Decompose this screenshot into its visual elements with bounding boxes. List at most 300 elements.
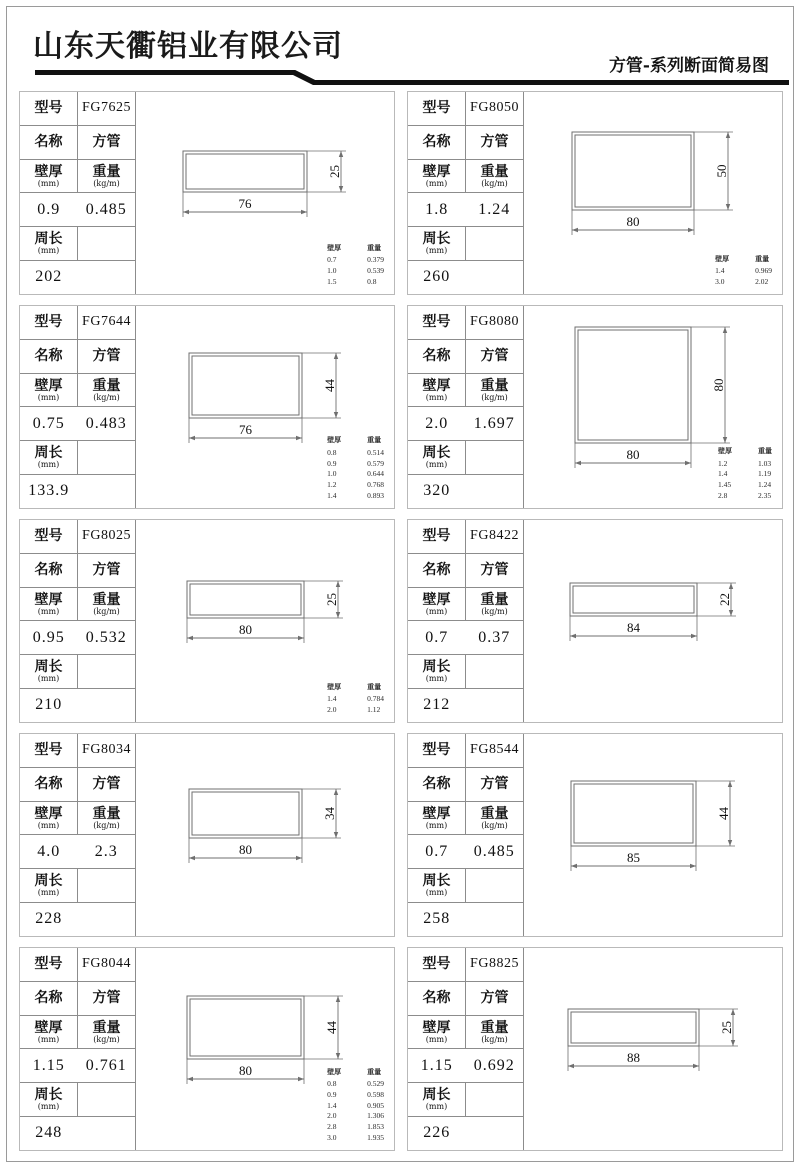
weight-label: 重量 (kg/m) <box>92 377 121 402</box>
name-value: 方管 <box>92 561 121 578</box>
spec-row-model <box>408 948 523 982</box>
spec-row-model <box>20 92 135 126</box>
thickness-label: 壁厚 (mm) <box>408 802 466 835</box>
thickness-label: 壁厚 (mm) <box>408 374 466 407</box>
weight-value: 0.37 <box>478 628 511 646</box>
spec-row-perimeter-value <box>20 903 135 936</box>
perimeter-value: 212 <box>423 696 451 714</box>
perimeter-header-blank <box>466 869 523 902</box>
spec-row-perimeter-header <box>20 869 135 903</box>
cross-section-drawing <box>524 948 770 1150</box>
spec-row-values <box>20 407 135 441</box>
extra-thickness-value: 0.9 <box>327 458 337 468</box>
section-height-label: 25 <box>326 165 342 178</box>
extra-row <box>327 1133 384 1144</box>
spec-table <box>408 92 524 294</box>
perimeter-header-blank <box>78 655 135 688</box>
spec-row-model <box>20 734 135 768</box>
spec-row-name <box>20 340 135 374</box>
extra-row <box>718 491 772 502</box>
thickness-value: 0.7 <box>425 628 449 646</box>
spec-row-name <box>408 768 523 802</box>
spec-row-perimeter-header <box>408 655 523 689</box>
extra-weight-value: 2.02 <box>755 277 769 287</box>
thickness-label: 壁厚 (mm) <box>20 160 78 193</box>
extra-row <box>327 1122 384 1133</box>
perimeter-header-blank <box>466 227 523 260</box>
extra-thickness-value: 1.2 <box>327 480 337 490</box>
extra-weight-value: 1.935 <box>367 1133 384 1143</box>
extra-row <box>327 469 384 480</box>
spec-row-perimeter-value <box>20 261 135 294</box>
profile-card <box>407 91 783 295</box>
model-label: 型号 <box>20 92 78 125</box>
weight-label: 重量 (kg/m) <box>92 805 121 830</box>
extra-weight-value: 0.905 <box>367 1100 384 1110</box>
profile-card <box>19 91 395 295</box>
profile-card <box>407 305 783 509</box>
extra-thickness-value: 3.0 <box>327 1133 337 1143</box>
extra-thickness-value: 3.0 <box>715 277 725 287</box>
name-value: 方管 <box>92 775 121 792</box>
extra-thickness-header: 壁厚 <box>327 435 342 445</box>
name-value: 方管 <box>92 133 121 150</box>
extra-spec-table <box>718 446 772 502</box>
extra-weight-value: 0.969 <box>755 266 772 276</box>
spec-row-name <box>20 982 135 1016</box>
section-width-label: 80 <box>239 1063 252 1078</box>
drawing-area <box>136 734 394 936</box>
spec-row-headers <box>408 1016 523 1050</box>
model-value: FG8034 <box>82 742 131 758</box>
name-value: 方管 <box>92 989 121 1006</box>
header-divider-bar <box>7 63 795 85</box>
extra-row <box>327 1090 384 1101</box>
extra-spec-table <box>715 254 772 288</box>
thickness-label: 壁厚 (mm) <box>408 1016 466 1049</box>
perimeter-value-blank <box>466 1117 524 1150</box>
name-value: 方管 <box>480 133 509 150</box>
extra-weight-header: 重量 <box>755 254 770 264</box>
extra-thickness-value: 1.4 <box>718 469 728 479</box>
extra-thickness-value: 2.8 <box>718 491 728 501</box>
perimeter-label: 周长 (mm) <box>20 227 78 260</box>
section-width-label: 80 <box>239 622 252 637</box>
extra-spec-table <box>327 682 384 716</box>
extra-weight-value: 1.24 <box>758 480 772 490</box>
spec-row-values <box>408 835 523 869</box>
spec-table <box>20 92 136 294</box>
extra-weight-value: 0.539 <box>367 266 384 276</box>
extra-thickness-value: 1.4 <box>327 491 337 501</box>
weight-label: 重量 (kg/m) <box>480 805 509 830</box>
extra-row <box>327 266 384 277</box>
thickness-value: 0.9 <box>37 200 61 218</box>
extra-row <box>715 277 772 288</box>
section-width-label: 80 <box>239 842 252 857</box>
perimeter-header-blank <box>466 655 523 688</box>
extra-row <box>327 491 384 502</box>
perimeter-value: 226 <box>423 1124 451 1142</box>
section-height-label: 25 <box>323 593 339 606</box>
perimeter-value-blank <box>78 689 136 722</box>
perimeter-value-blank <box>466 475 524 508</box>
name-label: 名称 <box>20 554 78 587</box>
spec-row-headers <box>20 588 135 622</box>
extra-thickness-value: 0.8 <box>327 447 337 457</box>
name-label: 名称 <box>408 554 466 587</box>
cross-section-drawing <box>524 734 770 936</box>
extra-thickness-value: 1.4 <box>327 694 337 704</box>
extra-weight-value: 0.8 <box>367 277 377 287</box>
extra-weight-value: 0.768 <box>367 480 384 490</box>
perimeter-header-blank <box>466 1083 523 1116</box>
section-height-label: 44 <box>715 807 731 820</box>
cross-section-drawing <box>136 734 382 936</box>
perimeter-value-blank <box>78 903 136 936</box>
extra-thickness-header: 壁厚 <box>718 446 732 456</box>
spec-row-headers <box>408 588 523 622</box>
spec-row-perimeter-value <box>408 903 523 936</box>
weight-label: 重量 (kg/m) <box>480 591 509 616</box>
thickness-label: 壁厚 (mm) <box>20 374 78 407</box>
drawing-area <box>524 520 782 722</box>
weight-value: 0.485 <box>85 200 127 218</box>
drawing-area <box>524 948 782 1150</box>
extra-row <box>718 469 772 480</box>
perimeter-header-blank <box>78 869 135 902</box>
drawing-area <box>136 948 394 1150</box>
weight-label: 重量 (kg/m) <box>92 1019 121 1044</box>
spec-row-headers <box>408 802 523 836</box>
perimeter-value: 210 <box>35 696 63 714</box>
spec-row-model <box>20 948 135 982</box>
perimeter-value: 248 <box>35 1124 63 1142</box>
spec-row-name <box>408 126 523 160</box>
extra-thickness-header: 壁厚 <box>327 682 342 692</box>
perimeter-label: 周长 (mm) <box>408 1083 466 1116</box>
perimeter-label: 周长 (mm) <box>408 655 466 688</box>
extra-weight-value: 1.19 <box>758 469 772 479</box>
spec-table <box>408 520 524 722</box>
model-label: 型号 <box>20 306 78 339</box>
model-value: FG8422 <box>470 528 519 544</box>
thickness-value: 0.95 <box>32 628 65 646</box>
section-width-label: 85 <box>627 850 640 865</box>
model-label: 型号 <box>408 520 466 553</box>
perimeter-label: 周长 (mm) <box>408 869 466 902</box>
section-height-label: 44 <box>321 379 337 392</box>
spec-table <box>20 734 136 936</box>
extra-thickness-value: 1.0 <box>327 469 337 479</box>
extra-weight-value: 1.03 <box>758 458 772 468</box>
section-width-label: 76 <box>238 196 252 211</box>
perimeter-value-blank <box>466 903 524 936</box>
perimeter-label: 周长 (mm) <box>20 441 78 474</box>
profile-card <box>19 519 395 723</box>
spec-row-values <box>408 193 523 227</box>
spec-row-values <box>20 621 135 655</box>
extra-row <box>327 694 384 705</box>
extra-spec-table <box>327 243 384 288</box>
extra-weight-value: 0.784 <box>367 694 384 704</box>
extra-weight-header: 重量 <box>367 1066 382 1076</box>
spec-row-perimeter-header <box>408 1083 523 1117</box>
weight-value: 0.761 <box>85 1056 127 1074</box>
company-name: 山东天衢铝业有限公司 <box>33 29 343 64</box>
extra-weight-value: 0.893 <box>367 491 384 501</box>
spec-row-name <box>408 340 523 374</box>
weight-value: 0.483 <box>85 414 127 432</box>
perimeter-label: 周长 (mm) <box>20 655 78 688</box>
spec-row-headers <box>408 374 523 408</box>
name-value: 方管 <box>480 561 509 578</box>
spec-table <box>408 734 524 936</box>
extra-thickness-value: 1.4 <box>327 1100 337 1110</box>
spec-row-perimeter-value <box>20 475 135 508</box>
perimeter-value: 258 <box>423 910 451 928</box>
name-label: 名称 <box>408 768 466 801</box>
perimeter-value-blank <box>78 1117 136 1150</box>
perimeter-value-blank <box>78 261 136 294</box>
name-label: 名称 <box>408 982 466 1015</box>
name-value: 方管 <box>92 347 121 364</box>
spec-row-name <box>20 554 135 588</box>
spec-table <box>408 948 524 1150</box>
model-label: 型号 <box>408 92 466 125</box>
model-label: 型号 <box>408 948 466 981</box>
weight-value: 0.532 <box>85 628 127 646</box>
model-value: FG8080 <box>470 314 519 330</box>
spec-table <box>20 948 136 1150</box>
spec-row-headers <box>408 160 523 194</box>
spec-row-values <box>20 835 135 869</box>
model-value: FG7644 <box>82 314 131 330</box>
spec-row-perimeter-value <box>20 689 135 722</box>
section-height-label: 22 <box>716 593 732 606</box>
perimeter-label: 周长 (mm) <box>20 869 78 902</box>
profile-card-grid <box>7 91 795 1160</box>
extra-row <box>327 705 384 716</box>
spec-row-headers <box>20 1016 135 1050</box>
extra-weight-value: 0.379 <box>367 255 384 265</box>
spec-row-perimeter-header <box>408 441 523 475</box>
extra-row <box>327 255 384 266</box>
extra-thickness-value: 2.8 <box>327 1122 337 1132</box>
profile-card <box>19 947 395 1151</box>
extra-thickness-value: 1.0 <box>327 266 337 276</box>
extra-weight-value: 0.579 <box>367 458 384 468</box>
extra-thickness-header: 壁厚 <box>327 243 342 253</box>
profile-card <box>407 947 783 1151</box>
extra-thickness-value: 1.5 <box>327 277 337 287</box>
thickness-value: 1.15 <box>420 1056 453 1074</box>
document-title: 方管-系列断面简易图 <box>608 56 769 76</box>
section-width-label: 84 <box>627 620 640 635</box>
model-value: FG7625 <box>82 100 131 116</box>
perimeter-value: 133.9 <box>28 482 70 500</box>
spec-row-model <box>408 92 523 126</box>
perimeter-label: 周长 (mm) <box>408 227 466 260</box>
section-width-label: 80 <box>626 447 640 462</box>
name-label: 名称 <box>20 982 78 1015</box>
section-height-label: 50 <box>713 164 729 178</box>
spec-row-name <box>408 554 523 588</box>
spec-row-perimeter-header <box>408 869 523 903</box>
extra-weight-value: 2.35 <box>758 491 772 501</box>
model-label: 型号 <box>408 734 466 767</box>
perimeter-label: 周长 (mm) <box>20 1083 78 1116</box>
extra-weight-value: 0.644 <box>367 469 384 479</box>
extra-thickness-value: 1.2 <box>718 458 728 468</box>
spec-row-name <box>20 126 135 160</box>
spec-row-perimeter-header <box>408 227 523 261</box>
name-label: 名称 <box>20 126 78 159</box>
model-value: FG8050 <box>470 100 519 116</box>
profile-card <box>19 305 395 509</box>
spec-row-values <box>20 1049 135 1083</box>
name-value: 方管 <box>480 347 509 364</box>
weight-value: 0.485 <box>473 842 515 860</box>
thickness-value: 1.15 <box>32 1056 65 1074</box>
extra-row <box>327 1111 384 1122</box>
spec-row-name <box>408 982 523 1016</box>
section-width-label: 76 <box>239 422 252 437</box>
weight-value: 0.692 <box>473 1056 515 1074</box>
model-value: FG8025 <box>82 528 131 544</box>
extra-thickness-value: 0.8 <box>327 1078 337 1088</box>
profile-card <box>407 519 783 723</box>
weight-label: 重量 (kg/m) <box>480 163 509 188</box>
document-page <box>6 6 794 1162</box>
perimeter-value: 320 <box>423 482 451 500</box>
extra-row <box>327 448 384 459</box>
thickness-value: 0.75 <box>32 414 65 432</box>
thickness-label: 壁厚 (mm) <box>20 588 78 621</box>
extra-thickness-value: 1.45 <box>718 480 732 490</box>
extra-thickness-value: 1.4 <box>715 266 725 276</box>
section-width-label: 88 <box>627 1050 640 1065</box>
extra-weight-value: 0.529 <box>367 1078 384 1088</box>
drawing-area <box>524 92 782 294</box>
extra-row <box>718 480 772 491</box>
drawing-area <box>136 306 394 508</box>
thickness-label: 壁厚 (mm) <box>408 160 466 193</box>
section-height-label: 25 <box>718 1021 734 1034</box>
spec-row-perimeter-value <box>408 1117 523 1150</box>
extra-thickness-value: 0.9 <box>327 1089 337 1099</box>
extra-thickness-value: 0.7 <box>327 255 337 265</box>
extra-row <box>327 1079 384 1090</box>
model-label: 型号 <box>408 306 466 339</box>
spec-row-perimeter-value <box>20 1117 135 1150</box>
perimeter-value-blank <box>78 475 136 508</box>
drawing-area <box>524 306 782 508</box>
spec-row-perimeter-header <box>20 655 135 689</box>
extra-thickness-header: 壁厚 <box>715 254 730 264</box>
spec-row-model <box>408 306 523 340</box>
model-label: 型号 <box>20 948 78 981</box>
extra-spec-table <box>327 1067 384 1144</box>
weight-value: 2.3 <box>94 842 118 860</box>
extra-weight-header: 重量 <box>758 446 772 456</box>
weight-label: 重量 (kg/m) <box>480 377 509 402</box>
thickness-value: 0.7 <box>425 842 449 860</box>
extra-spec-table <box>327 435 384 502</box>
spec-row-model <box>408 520 523 554</box>
model-value: FG8044 <box>82 956 131 972</box>
extra-thickness-header: 壁厚 <box>327 1066 342 1076</box>
weight-label: 重量 (kg/m) <box>480 1019 509 1044</box>
model-value: FG8825 <box>470 956 519 972</box>
weight-value: 1.24 <box>478 200 511 218</box>
section-width-label: 80 <box>626 214 640 229</box>
extra-weight-value: 1.853 <box>367 1122 384 1132</box>
perimeter-value: 228 <box>35 910 63 928</box>
spec-row-perimeter-header <box>20 1083 135 1117</box>
drawing-area <box>136 520 394 722</box>
extra-weight-value: 1.306 <box>367 1111 384 1121</box>
spec-row-model <box>20 520 135 554</box>
spec-row-headers <box>20 802 135 836</box>
drawing-area <box>136 92 394 294</box>
perimeter-header-blank <box>78 441 135 474</box>
spec-table <box>20 306 136 508</box>
weight-label: 重量 (kg/m) <box>92 591 121 616</box>
weight-label: 重量 (kg/m) <box>92 163 121 188</box>
extra-row <box>715 266 772 277</box>
perimeter-label: 周长 (mm) <box>408 441 466 474</box>
thickness-value: 2.0 <box>425 414 449 432</box>
profile-card <box>407 733 783 937</box>
perimeter-header-blank <box>78 1083 135 1116</box>
extra-weight-value: 0.514 <box>367 447 384 457</box>
extra-weight-value: 1.12 <box>367 705 381 715</box>
spec-row-perimeter-value <box>408 261 523 294</box>
extra-weight-value: 0.598 <box>367 1089 384 1099</box>
extra-thickness-value: 2.0 <box>327 705 337 715</box>
spec-row-values <box>408 1049 523 1083</box>
spec-row-name <box>20 768 135 802</box>
weight-value: 1.697 <box>473 414 515 432</box>
name-label: 名称 <box>20 768 78 801</box>
spec-row-headers <box>20 374 135 408</box>
perimeter-value: 202 <box>35 268 63 286</box>
thickness-label: 壁厚 (mm) <box>20 802 78 835</box>
extra-row <box>718 459 772 470</box>
spec-row-headers <box>20 160 135 194</box>
section-height-label: 80 <box>710 378 726 392</box>
section-height-label: 44 <box>323 1021 339 1034</box>
spec-row-values <box>20 193 135 227</box>
extra-weight-header: 重量 <box>367 243 382 253</box>
drawing-area <box>524 734 782 936</box>
section-height-label: 34 <box>321 807 337 820</box>
extra-thickness-value: 2.0 <box>327 1111 337 1121</box>
spec-row-values <box>408 407 523 441</box>
cross-section-drawing <box>524 520 770 722</box>
spec-row-perimeter-value <box>408 689 523 722</box>
spec-table <box>408 306 524 508</box>
perimeter-value: 260 <box>423 268 451 286</box>
page-header <box>7 7 793 85</box>
extra-row <box>327 480 384 491</box>
thickness-label: 壁厚 (mm) <box>408 588 466 621</box>
extra-weight-header: 重量 <box>367 435 382 445</box>
model-label: 型号 <box>20 734 78 767</box>
extra-weight-header: 重量 <box>367 682 382 692</box>
spec-row-model <box>408 734 523 768</box>
